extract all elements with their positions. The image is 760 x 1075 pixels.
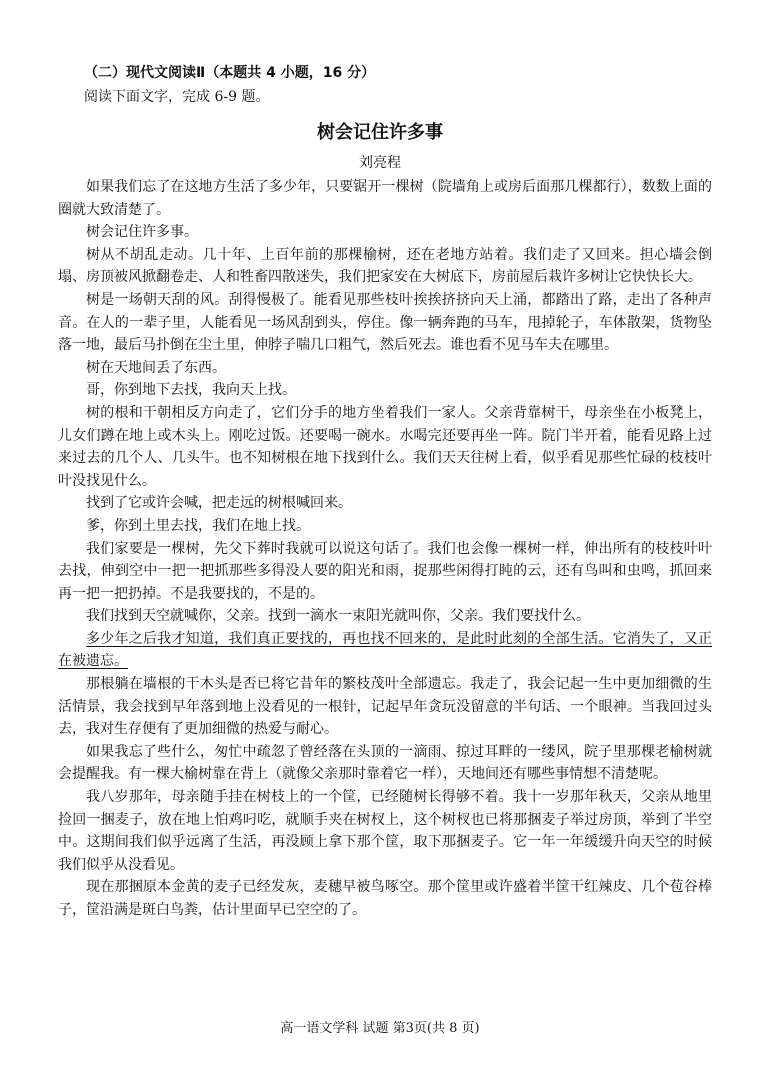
paragraph: 树从不胡乱走动。几十年、上百年前的那棵榆树，还在老地方站着。我们走了又回来。担心墙会倒塌、房顶被风掀翻卷走、人和牲畜四散迷失，我们把家安在大树底下，房前屋后栽许多树让它快快长大。 <box>58 246 712 286</box>
paragraph: 树是一场朝天刮的风。刮得慢极了。能看见那些枝叶挨挨挤挤向天上涌，都踏出了路，走出了各种声音。在人的一辈子里，人能看见一场风刮到头，停住。像一辆奔跑的马车，甩掉轮子，车体散架，货物坠落一地，最后马扑倒在尘土里，伸脖子喘几口粗气，然后死去。谁也看不见马车夫在哪里。 <box>58 291 712 354</box>
paragraph: 我八岁那年，母亲随手挂在树枝上的一个筐，已经随树长得够不着。我十一岁那年秋天，父亲从地里捡回一捆麦子，放在地上怕鸡叼吃，就顺手夹在树杈上，这个树杈也已将那捆麦子举过房顶，举到了半空中。这期间我们似乎远离了生活，再没顾上拿下那个筐，取下那捆麦子。它一年一年缓缓升向天空的时候我们似乎从没看见。 <box>58 789 712 873</box>
paragraph: 我们找到天空就喊你，父亲。找到一滴水一束阳光就叫你，父亲。我们要找什么。 <box>86 608 590 625</box>
paragraph: 树的根和干朝相反方向走了，它们分手的地方坐着我们一家人。父亲背靠树干，母亲坐在小板凳上，儿女们蹲在地上或木头上。刚吃过饭。还要喝一碗水。水喝完还要再坐一阵。院门半开着，能看见路上过来过去的几个人、几头牛。也不知树根在地下找到什么。我们天天往树上看，似乎看见那些忙碌的枝枝叶叶没找见什么。 <box>58 404 712 489</box>
article-body <box>58 176 712 922</box>
paragraph: 树会记住许多事。 <box>86 224 198 241</box>
paragraph: 如果我忘了些什么，匆忙中疏忽了曾经落在头顶的一滴雨、掠过耳畔的一缕风，院子里那棵老榆树就会提醒我。有一棵大榆树靠在背上（就像父亲那时靠着它一样），天地间还有哪些事情想不清楚呢。 <box>58 743 712 783</box>
paragraph: 那根躺在墙根的干木头是否已将它昔年的繁枝茂叶全部遗忘。我走了，我会记起一生中更加细微的生活情景，我会找到早年落到地上没看见的一根针，记起早年贪玩没留意的半句话、一个眼神。当我回过头去，我对生存便有了更加细微的热爱与耐心。 <box>58 676 712 738</box>
section-heading: （二）现代文阅读Ⅱ（本题共 4 小题，16 分） <box>84 65 376 81</box>
underlined-paragraph <box>58 628 712 673</box>
underlined-sentence: 多少年之后我才知道，我们真正要找的，再也找不回来的，是此时此刻的全部生活。它消失了，又正在被遗忘。 <box>58 630 712 670</box>
paragraph: 现在那捆原本金黄的麦子已经发灰，麦穗早被鸟啄空。那个筐里或许盛着半筐干红辣皮、几个苞谷棒子，筐沿满是斑白鸟粪，估计里面早已空空的了。 <box>58 879 712 918</box>
page-footer: 高一语文学科 试题 第3页(共 8 页) <box>280 1021 480 1036</box>
paragraph: 如果我们忘了在这地方生活了多少年，只要锯开一棵树（院墙角上或房后面那几棵都行），数数上面的圈就大致清楚了。 <box>58 179 712 218</box>
paragraph: 我们家要是一棵树，先父下葬时我就可以说这句话了。我们也会像一棵树一样，伸出所有的枝枝叶叶去找，伸到空中一把一把抓那些多得没人要的阳光和雨，捉那些闲得打盹的云，还有鸟叫和虫鸣，抓回来再一把一把扔掉。不是我要找的，不是的。 <box>58 540 712 602</box>
article-author: 刘亮程 <box>359 155 401 171</box>
paragraph: 哥，你到地下去找，我向天上找。 <box>86 382 296 399</box>
paragraph: 树在天地间丢了东西。 <box>86 359 226 376</box>
paragraph: 找到了它或许会喊，把走远的树根喊回来。 <box>86 495 352 512</box>
paragraph: 爹，你到土里去找，我们在地上找。 <box>86 517 310 534</box>
reading-instruction: 阅读下面文字，完成 6-9 题。 <box>84 89 270 105</box>
article-title: 树会记住许多事 <box>317 122 443 143</box>
